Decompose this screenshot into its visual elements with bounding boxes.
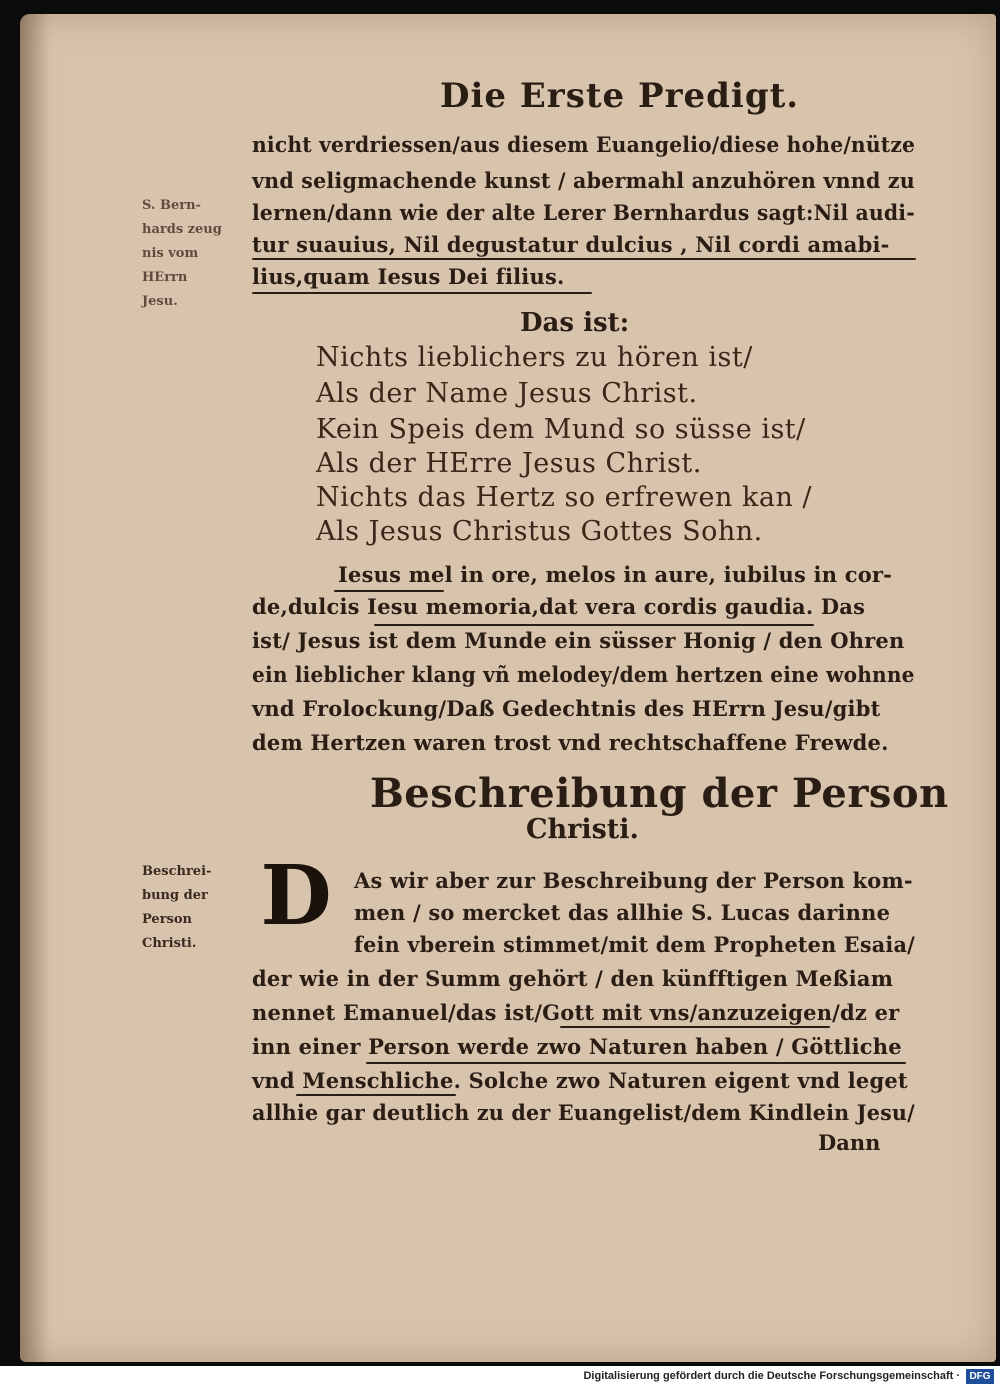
paragraph1-line: tur suauius, Nil degustatur dulcius , Nil cordi amabi- — [252, 232, 890, 257]
poem-line: Nichts das Hertz so erfrewen kan / — [316, 482, 813, 513]
hand-underline — [252, 292, 592, 294]
paragraph3-line: nennet Emanuel/das ist/Gott mit vns/anzuzeigen/dz er — [252, 1000, 900, 1025]
paragraph3-line: vnd Menschliche. Solche zwo Naturen eigent vnd leget — [252, 1068, 908, 1093]
decorated-initial: D — [260, 848, 332, 944]
paragraph2-line: ein lieblicher klang vñ melodey/dem hertzen eine wohnne — [252, 662, 915, 687]
margin-note-line: hards zeug — [142, 222, 222, 237]
paragraph3-line: der wie in der Summ gehört / den künfftigen Meßiam — [252, 966, 894, 991]
margin-note-line: bung der — [142, 888, 208, 903]
margin-note-line: nis vom — [142, 246, 199, 261]
hand-underline — [560, 1026, 830, 1028]
paragraph3-line: As wir aber zur Beschreibung der Person kom- — [354, 868, 913, 893]
paragraph3-line: men / so mercket das allhie S. Lucas darinne — [354, 900, 891, 925]
poem-line: Kein Speis dem Mund so süsse ist/ — [316, 414, 806, 445]
paragraph1-line: lius,quam Iesus Dei filius. — [252, 264, 565, 289]
dfg-logo: DFG — [966, 1369, 994, 1384]
poem-line: Als der Name Jesus Christ. — [316, 378, 698, 409]
poem-line: Als der HErre Jesus Christ. — [316, 448, 702, 479]
running-head: Die Erste Predigt. — [440, 76, 800, 116]
section-heading: Beschreibung der Person — [370, 770, 949, 817]
paragraph3-line: allhie gar deutlich zu der Euangelist/dem Kindlein Jesu/ — [252, 1100, 915, 1125]
section-subheading: Christi. — [526, 814, 639, 845]
margin-note-line: S. Bern- — [142, 198, 201, 213]
margin-note-line: Person — [142, 912, 192, 927]
paragraph2-line: dem Hertzen waren trost vnd rechtschaffene Frewde. — [252, 730, 889, 755]
poem-heading: Das ist: — [520, 308, 630, 338]
hand-underline — [252, 258, 916, 260]
paragraph3-line: inn einer Person werde zwo Naturen haben / Göttliche — [252, 1034, 902, 1059]
hand-underline — [334, 590, 444, 592]
paragraph2-line: de,dulcis Iesu memoria,dat vera cordis gaudia. Das — [252, 594, 866, 619]
margin-note-line: HErrn — [142, 270, 188, 285]
margin-note-line: Christi. — [142, 936, 197, 951]
footer-credit: Digitalisierung gefördert durch die Deutsche Forschungsgemeinschaft · — [583, 1370, 960, 1382]
poem-line: Als Jesus Christus Gottes Sohn. — [316, 516, 763, 547]
paragraph2-line: Iesus mel in ore, melos in aure, iubilus in cor- — [338, 562, 893, 587]
hand-underline — [296, 1094, 456, 1096]
catchword: Dann — [818, 1130, 881, 1155]
hand-underline — [374, 624, 814, 626]
poem-line: Nichts lieblichers zu hören ist/ — [316, 342, 753, 373]
margin-note-line: Jesu. — [142, 294, 178, 309]
margin-note-line: Beschrei- — [142, 864, 212, 879]
paragraph2-line: vnd Frolockung/Daß Gedechtnis des HErrn Jesu/gibt — [252, 696, 881, 721]
paragraph1-line: lernen/dann wie der alte Lerer Bernhardus sagt:Nil audi- — [252, 200, 915, 225]
paragraph1-line: vnd seligmachende kunst / abermahl anzuhören vnnd zu — [252, 168, 915, 193]
hand-underline — [366, 1062, 906, 1064]
paragraph3-line: fein vberein stimmet/mit dem Propheten Esaia/ — [354, 932, 915, 957]
paragraph2-line: ist/ Jesus ist dem Munde ein süsser Honig / den Ohren — [252, 628, 905, 653]
paragraph1-line: nicht verdriessen/aus diesem Euangelio/diese hohe/nütze — [252, 132, 916, 157]
